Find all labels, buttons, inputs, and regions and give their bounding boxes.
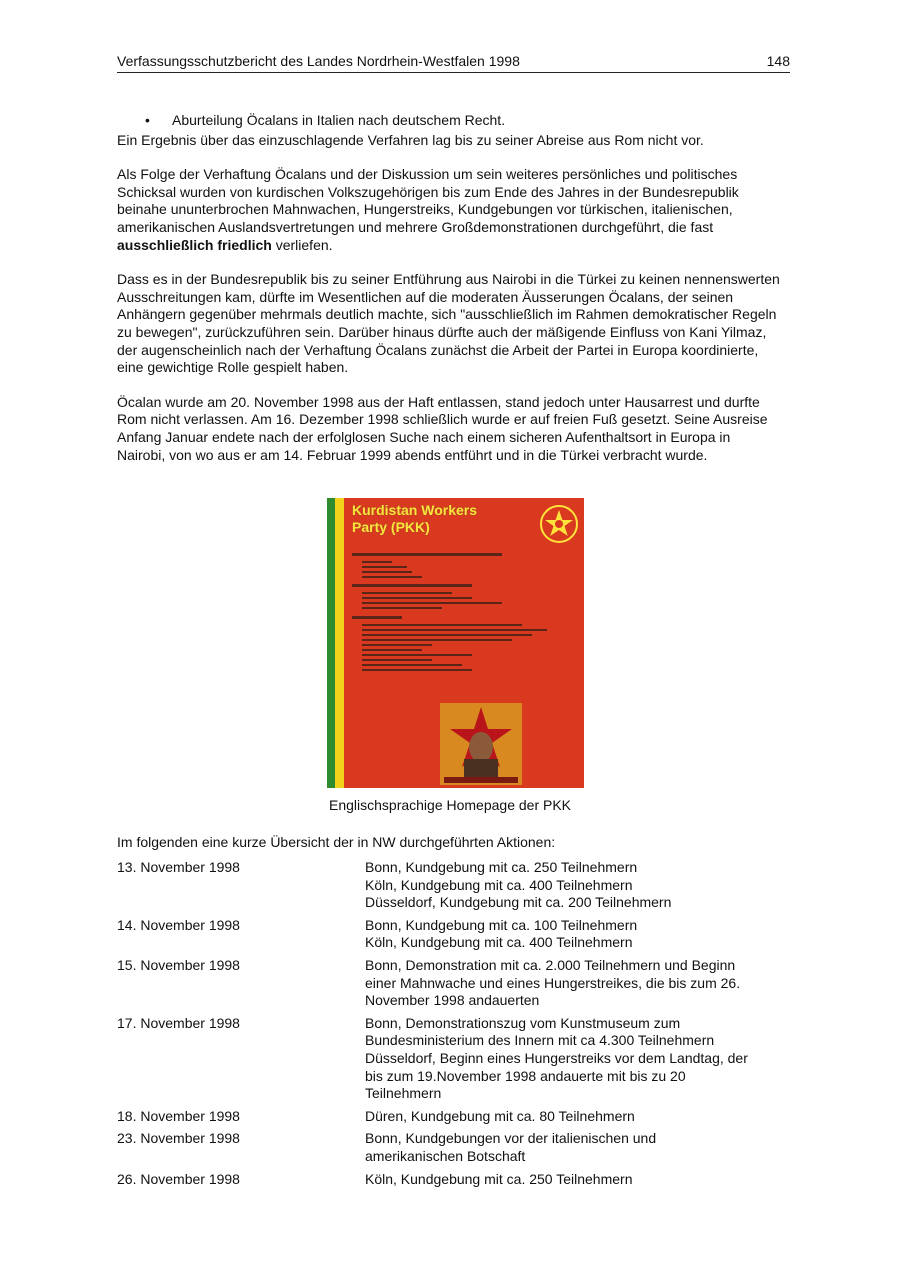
page-header bbox=[117, 52, 790, 73]
row-line: bis zum 19.November 1998 andauerte mit bis zu 20 bbox=[365, 1067, 686, 1084]
row-line: Teilnehmern bbox=[365, 1085, 442, 1102]
row-line: Düsseldorf, Beginn eines Hungerstreiks vor dem Landtag, der bbox=[365, 1049, 748, 1066]
homepage-link-list-icon bbox=[352, 553, 572, 698]
row-description bbox=[365, 1130, 787, 1165]
paragraph-3: Dass es in der Bundesrepublik bis zu seiner Entführung aus Nairobi in die Türkei zu keinen nennenswerten Ausschreitungen kam, dürfte im Wesentlichen auf die moderaten Äusserungen Öcalans, der seinen Anhängern gegenüber mehrmals deutlich machte, sich "ausschließlich im Rahmen demokratischer Regeln zu bewegen", zurückzuführen sein. Darüber hinaus dürfte auch der mäßigende Einfluss von Kani Yilmaz, der augenscheinlich nach der Verhaftung Öcalans zunächst die Arbeit der Partei in Europa koordinierte, eine gewichtige Rolle gespielt haben. bbox=[117, 271, 780, 376]
row-description bbox=[365, 1108, 787, 1126]
page-number: 148 bbox=[766, 53, 790, 69]
table-row bbox=[117, 1130, 787, 1165]
row-line: Köln, Kundgebung mit ca. 250 Teilnehmern bbox=[365, 1170, 633, 1187]
row-line: Bonn, Demonstrationszug vom Kunstmuseum zum bbox=[365, 1014, 681, 1031]
pkk-homepage-image bbox=[327, 498, 584, 788]
pkk-title: Kurdistan Workers Party (PKK) bbox=[352, 502, 477, 535]
paragraph-4: Öcalan wurde am 20. November 1998 aus der Haft entlassen, stand jedoch unter Hausarrest und durfte Rom nicht verlassen. Am 16. Dezember 1998 schließlich wurde er auf freien Fuß gesetzt. Seine Ausreise Anfang Januar endete nach der erfolglosen Suche nach einem sicheren Aufenthaltsort in Europa in Nairobi, von wo aus er am 14. Februar 1999 abends entführt und in die Türkei verbracht wurde. bbox=[117, 393, 768, 463]
row-date: 23. November 1998 bbox=[117, 1130, 240, 1147]
table-row bbox=[117, 917, 787, 952]
row-description bbox=[365, 957, 787, 1010]
emphasis-text: ausschließlich friedlich bbox=[117, 236, 272, 253]
row-description bbox=[365, 1015, 787, 1103]
table-row bbox=[117, 1171, 787, 1189]
row-line: Bonn, Kundgebungen vor der italienischen und bbox=[365, 1130, 657, 1147]
row-date: 15. November 1998 bbox=[117, 956, 240, 973]
body-text bbox=[117, 112, 782, 464]
row-date: 13. November 1998 bbox=[117, 859, 240, 875]
pkk-star-logo-icon bbox=[539, 504, 579, 544]
table-row bbox=[117, 1108, 787, 1126]
bullet-icon: • bbox=[145, 112, 150, 128]
row-line: Köln, Kundgebung mit ca. 400 Teilnehmern bbox=[365, 934, 633, 951]
flag-stripe-green bbox=[327, 498, 335, 788]
row-line: Bundesministerium des Innern mit ca 4.300 Teilnehmern bbox=[365, 1032, 715, 1049]
row-line: Düren, Kundgebung mit ca. 80 Teilnehmern bbox=[365, 1107, 635, 1124]
flag-stripe-red bbox=[344, 498, 347, 788]
table-row bbox=[117, 957, 787, 1010]
table-row bbox=[117, 1015, 787, 1103]
bullet-text: Aburteilung Öcalans in Italien nach deutschem Recht. bbox=[172, 112, 506, 128]
table-row bbox=[117, 859, 787, 912]
leader-portrait-icon bbox=[440, 703, 522, 785]
header-title: Verfassungsschutzbericht des Landes Nordrhein-Westfalen 1998 bbox=[117, 53, 520, 69]
row-line: amerikanischen Botschaft bbox=[365, 1147, 526, 1164]
row-line: Bonn, Demonstration mit ca. 2.000 Teilnehmern und Beginn bbox=[365, 956, 736, 973]
row-date: 17. November 1998 bbox=[117, 1014, 240, 1031]
row-date: 14. November 1998 bbox=[117, 916, 240, 933]
row-date: 18. November 1998 bbox=[117, 1107, 240, 1124]
row-line: einer Mahnwache und eines Hungerstreikes, die bis zum 26. bbox=[365, 974, 741, 991]
flag-stripe-yellow bbox=[335, 498, 344, 788]
row-description bbox=[365, 1171, 787, 1189]
row-line: Köln, Kundgebung mit ca. 400 Teilnehmern bbox=[365, 876, 633, 893]
actions-table bbox=[117, 859, 787, 1193]
row-date: 26. November 1998 bbox=[117, 1170, 240, 1187]
row-line: Bonn, Kundgebung mit ca. 250 Teilnehmern bbox=[365, 859, 638, 875]
row-line: Düsseldorf, Kundgebung mit ca. 200 Teilnehmern bbox=[365, 894, 672, 911]
figure-caption: Englischsprachige Homepage der PKK bbox=[328, 797, 572, 813]
row-line: Bonn, Kundgebung mit ca. 100 Teilnehmern bbox=[365, 916, 638, 933]
row-description bbox=[365, 917, 787, 952]
paragraph-2: Als Folge der Verhaftung Öcalans und der Diskussion um sein weiteres persönliches und politisches Schicksal wurden von kurdischen Volkszugehörigen bis zum Ende des Jahres in der Bundesrepublik beinahe ununterbrochen Mahnwachen, Hungerstreiks, Kundgebungen vor türkischen, italienischen, amerikanischen Auslandsvertretungen und mehrere Großdemonstrationen durchgeführt, die fast ausschließlich friedlich verliefen. bbox=[117, 166, 739, 253]
table-intro: Im folgenden eine kurze Übersicht der in NW durchgeführten Aktionen: bbox=[117, 834, 556, 850]
row-line: November 1998 andauerten bbox=[365, 992, 540, 1009]
bullet-item bbox=[117, 112, 782, 130]
row-description bbox=[365, 859, 787, 912]
paragraph-1: Ein Ergebnis über das einzuschlagende Verfahren lag bis zu seiner Abreise aus Rom nicht vor. bbox=[117, 131, 704, 148]
